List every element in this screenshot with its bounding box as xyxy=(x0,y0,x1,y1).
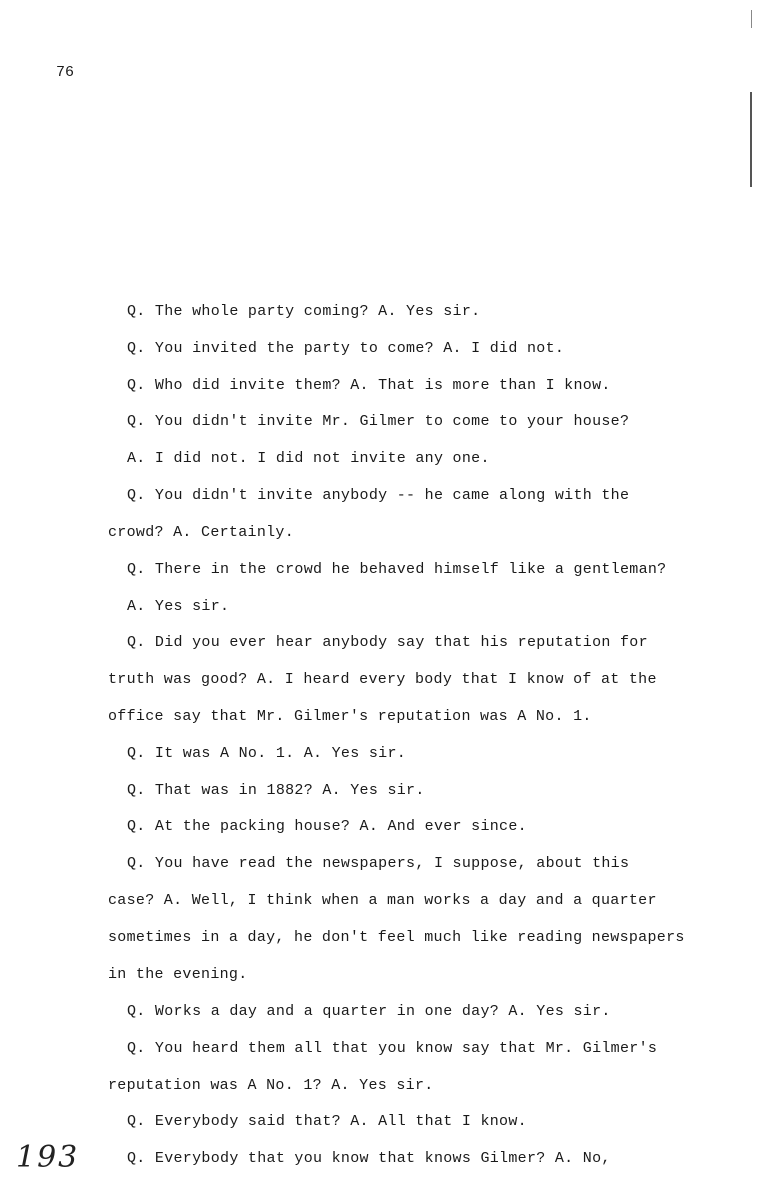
transcript-line: Q. Did you ever hear anybody say that his reputation for xyxy=(127,634,648,651)
transcript-line: Q. That was in 1882? A. Yes sir. xyxy=(127,782,425,799)
transcript-line: Q. You heard them all that you know say that Mr. Gilmer's xyxy=(127,1040,658,1057)
transcript-line: A. Yes sir. xyxy=(127,598,230,615)
transcript-line: case? A. Well, I think when a man works a day and a quarter xyxy=(108,892,657,909)
transcript-line: Q. Works a day and a quarter in one day? A. Yes sir. xyxy=(127,1003,611,1020)
margin-mark xyxy=(750,92,752,187)
transcript-line: A. I did not. I did not invite any one. xyxy=(127,450,490,467)
handwritten-page-number: 193 xyxy=(16,1140,80,1175)
transcript-line: Q. You invited the party to come? A. I did not. xyxy=(127,340,565,357)
transcript-line: Q. Everybody said that? A. All that I know. xyxy=(127,1113,527,1130)
transcript-line: Q. Everybody that you know that knows Gilmer? A. No, xyxy=(127,1150,611,1167)
transcript-line: Q. Who did invite them? A. That is more than I know. xyxy=(127,377,611,394)
transcript-line: in the evening. xyxy=(108,966,248,983)
transcript-line: Q. You didn't invite Mr. Gilmer to come to your house? xyxy=(127,413,630,430)
transcript-line: reputation was A No. 1? A. Yes sir. xyxy=(108,1077,434,1094)
page-number: 76 xyxy=(56,64,75,81)
transcript-line: sometimes in a day, he don't feel much like reading newspapers xyxy=(108,929,685,946)
transcript-line: Q. You have read the newspapers, I suppose, about this xyxy=(127,855,630,872)
margin-mark xyxy=(751,10,752,28)
transcript-line: Q. The whole party coming? A. Yes sir. xyxy=(127,303,481,320)
transcript-line: Q. At the packing house? A. And ever since. xyxy=(127,818,527,835)
transcript-line: Q. It was A No. 1. A. Yes sir. xyxy=(127,745,407,762)
transcript-line: Q. There in the crowd he behaved himself like a gentleman? xyxy=(127,561,667,578)
transcript-line: Q. You didn't invite anybody -- he came along with the xyxy=(127,487,630,504)
transcript-line: crowd? A. Certainly. xyxy=(108,524,295,541)
transcript-line: truth was good? A. I heard every body that I know of at the xyxy=(108,671,657,688)
transcript-line: office say that Mr. Gilmer's reputation was A No. 1. xyxy=(108,708,592,725)
